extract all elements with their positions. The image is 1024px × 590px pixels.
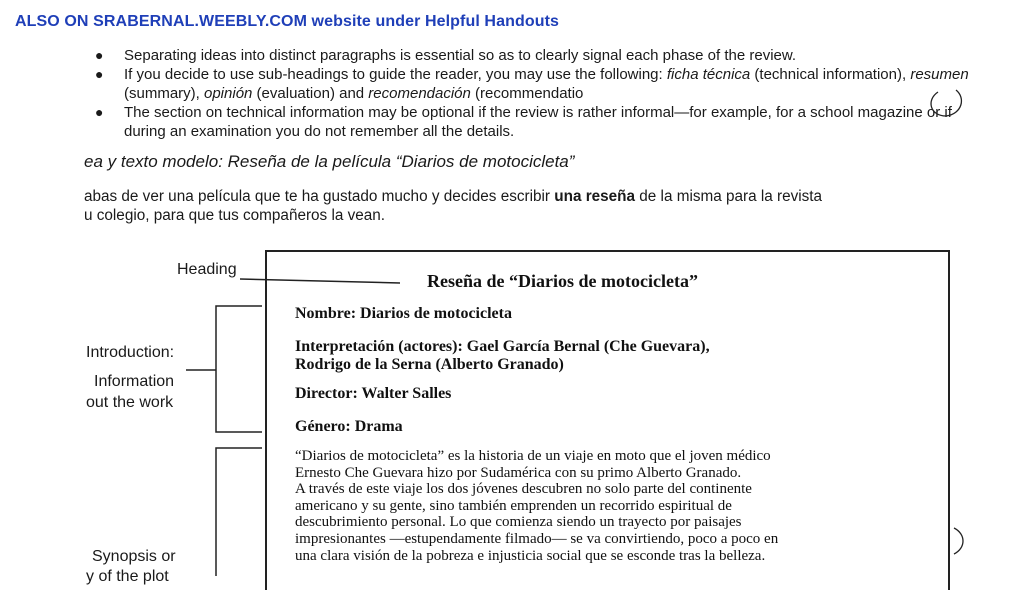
synopsis-line: una clara visión de la pobreza e injusticia social que se esconde tras la belleza. — [295, 547, 766, 564]
synopsis-line: Ernesto Che Guevara hizo por Sudamérica con su primo Alberto Granado. — [295, 464, 742, 481]
term-recomendacion: recomendación — [368, 85, 471, 102]
label-introduction: Introduction: — [86, 344, 175, 361]
review-interpretacion-line: Rodrigo de la Serna (Alberto Granado) — [295, 356, 564, 373]
bullet-text: (recommendatio — [470, 85, 584, 102]
bullet-text: The section on technical information may be optional if the review is rather informal—for example, for a school magazine or if during an examination you do not remember all the details. — [124, 104, 952, 140]
bullet-text: If you decide to use sub-headings to guide the reader, you may use the following: — [124, 66, 667, 83]
synopsis-line: americano y su gente, sino también emprenden un recorrido espiritual de — [295, 497, 732, 514]
review-title: Reseña de “Diarios de motocicleta” — [427, 271, 698, 291]
synopsis-line: descubrimiento personal. Lo que comienza siendo un trayecto por paisajes — [295, 514, 742, 531]
review-interpretacion — [295, 338, 710, 374]
instructions-text: abas de ver una película que te ha gustado mucho y decides escribir — [84, 188, 555, 205]
website-banner: ALSO ON SRABERNAL.WEEBLY.COM website under Helpful Handouts — [15, 13, 560, 30]
term-opinion: opinión — [204, 85, 253, 102]
label-heading: Heading — [177, 261, 237, 278]
label-about-work: out the work — [86, 394, 174, 411]
bullet-text: Separating ideas into distinct paragraphs is essential so as to clearly signal each phase of the review. — [124, 47, 797, 64]
review-synopsis — [295, 448, 945, 564]
review-interpretacion-line: Interpretación (actores): Gael García Bernal (Che Guevara), — [295, 338, 710, 355]
label-information: Information — [94, 373, 175, 390]
instructions-text: u colegio, para que tus compañeros la vean. — [84, 207, 386, 224]
label-synopsis: Synopsis or — [92, 548, 176, 565]
review-genero: Género: Drama — [295, 418, 403, 435]
synopsis-bracket — [216, 448, 262, 576]
bullet-dot-icon: ● — [95, 104, 104, 120]
term-resumen: resumen — [910, 66, 969, 83]
term-ficha-tecnica: ficha técnica — [666, 66, 751, 83]
scan-mark-icon — [931, 90, 961, 116]
review-director: Director: Walter Salles — [295, 385, 452, 402]
scan-mark-icon — [954, 528, 963, 554]
synopsis-line: impresionantes —estupendamente filmado— se va convirtiendo, poco a poco en — [295, 530, 779, 547]
bullet-dot-icon: ● — [95, 66, 104, 82]
label-summary-plot: y of the plot — [86, 568, 169, 585]
synopsis-line: “Diarios de motocicleta” es la historia de un viaje en moto que el joven médico — [295, 448, 771, 464]
instructions-bold: una reseña — [554, 188, 636, 205]
introduction-bracket — [216, 306, 262, 432]
bullet-text: (evaluation) and — [252, 85, 369, 102]
synopsis-line: A través de este viaje los dos jóvenes descubren no solo parte del continente — [295, 481, 752, 498]
activity-heading: ea y texto modelo: Reseña de la película “Diarios de motocicleta” — [84, 152, 575, 171]
instructions-text: de la misma para la revista — [635, 188, 823, 205]
bullet-text: (summary), — [124, 85, 204, 102]
bullet-dot-icon: ● — [95, 47, 104, 63]
bullet-text: (technical information), — [750, 66, 911, 83]
review-nombre: Nombre: Diarios de motocicleta — [295, 305, 512, 322]
